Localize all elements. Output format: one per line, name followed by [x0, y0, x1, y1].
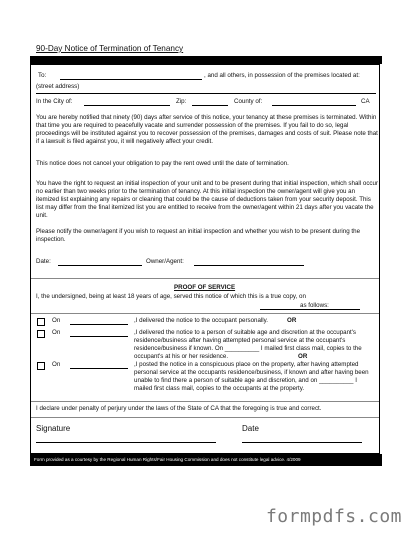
proof-divider-2: [31, 313, 379, 314]
proof-divider: [31, 278, 379, 279]
option3-on-label: On: [52, 361, 61, 368]
proof-divider-3: [31, 401, 379, 402]
street-address-label: (street address): [36, 83, 80, 90]
inspection-paragraph: You have the right to request an initial inspection of your unit and to be present during that initial inspection, which shall occur no earlier than two weeks prior to the termination of tenancy. At this initial inspection the owner/agent will give you an itemized list explaining any repairs or cleaning that could be the cause of deductions taken from your security deposit. This list may differ from the final itemized list you are entitled to receive from the owner/agent within 21 days after you vacate the unit.: [36, 180, 379, 219]
option2-checkbox[interactable]: [37, 330, 45, 338]
city-label: In the City of:: [36, 98, 73, 105]
declaration-text: I declare under penalty of perjury under the laws of the State of CA that the foregoing is true and correct.: [36, 405, 322, 412]
rent-paragraph: This notice does not cancel your obligation to pay the rent owed until the date of termination.: [36, 160, 289, 167]
zip-field[interactable]: [192, 105, 228, 106]
watermark-text: formpdfs.com: [265, 506, 402, 527]
signature-label: Signature: [36, 424, 71, 433]
document-title: 90-Day Notice of Termination of Tenancy: [36, 44, 184, 53]
option1-on-label: On: [52, 317, 61, 324]
notify-paragraph: Please notify the owner/agent if you wish to request an initial inspection and whether you wish to be present during the inspection.: [36, 228, 361, 243]
county-field[interactable]: [272, 105, 356, 106]
option2-or: OR: [298, 353, 308, 360]
proof-intro: I, the undersigned, being at least 18 years of age, served this notice of which this is a true copy, on: [36, 293, 306, 300]
signature-date-field[interactable]: [242, 442, 362, 443]
option2-text: ,I delivered the notice to a person of suitable age and discretion at the occupant's residence/business after having attempted personal service at the occupant's residence/business if known. On __________ I mailed first class mail, copies to the occupant's at his or her residence.: [134, 329, 362, 360]
date-label: Date:: [36, 258, 51, 265]
proof-heading: PROOF OF SERVICE: [174, 284, 236, 291]
to-label: To:: [38, 72, 47, 79]
option1-text: ,I delivered the notice to the occupant personally.: [134, 317, 269, 324]
owner-agent-label: Owner/Agent:: [146, 258, 184, 265]
notice-paragraph: You are hereby notified that ninety (90) days after service of this notice, your tenancy at these premises is terminated. Within that time you are required to peacefully vacate and surrender possession of the premises. If you fail to do so, legal proceedings will be instituted against you to recover possession of the premises, damages and costs of suit. Please note that if a lawsuit is filed against you, it will negatively affect your credit.: [36, 114, 378, 145]
county-label: County of:: [234, 98, 263, 105]
option3-checkbox[interactable]: [37, 362, 45, 370]
zip-label: Zip:: [176, 98, 187, 105]
owner-agent-field[interactable]: [194, 265, 304, 266]
as-follows-label: as follows:: [300, 302, 329, 309]
option2-on-label: On: [52, 329, 61, 336]
street-address-field[interactable]: [36, 93, 376, 94]
to-suffix: , and all others, in possession of the premises located at:: [204, 72, 360, 79]
city-field[interactable]: [84, 105, 170, 106]
proof-divider-4: [31, 417, 379, 418]
option1-date-field[interactable]: [70, 324, 128, 325]
signature-field[interactable]: [36, 442, 216, 443]
footer-bar: Form provided as a courtesy by the Regional Human Rights/Fair Housing Commission and does not constitute legal advice. 4/2009: [30, 454, 382, 466]
option3-date-field[interactable]: [70, 368, 128, 369]
option2-date-field[interactable]: [70, 336, 128, 337]
to-field[interactable]: [60, 79, 202, 80]
state-label: CA: [361, 98, 370, 105]
date-field[interactable]: [58, 265, 142, 266]
option1-checkbox[interactable]: [37, 318, 45, 326]
option1-or: OR: [287, 317, 297, 324]
header-bar: [30, 56, 382, 64]
option3-text: ,I posted the notice in a conspicuous place on the property, after having attempted personal service at the occupants residence/business, if known and after having been unable to find there a person of suitable age and discretion, and on __________ I mailed first class mail, copies to the occupants at the property.: [134, 361, 369, 392]
signature-date-label: Date: [242, 424, 259, 433]
